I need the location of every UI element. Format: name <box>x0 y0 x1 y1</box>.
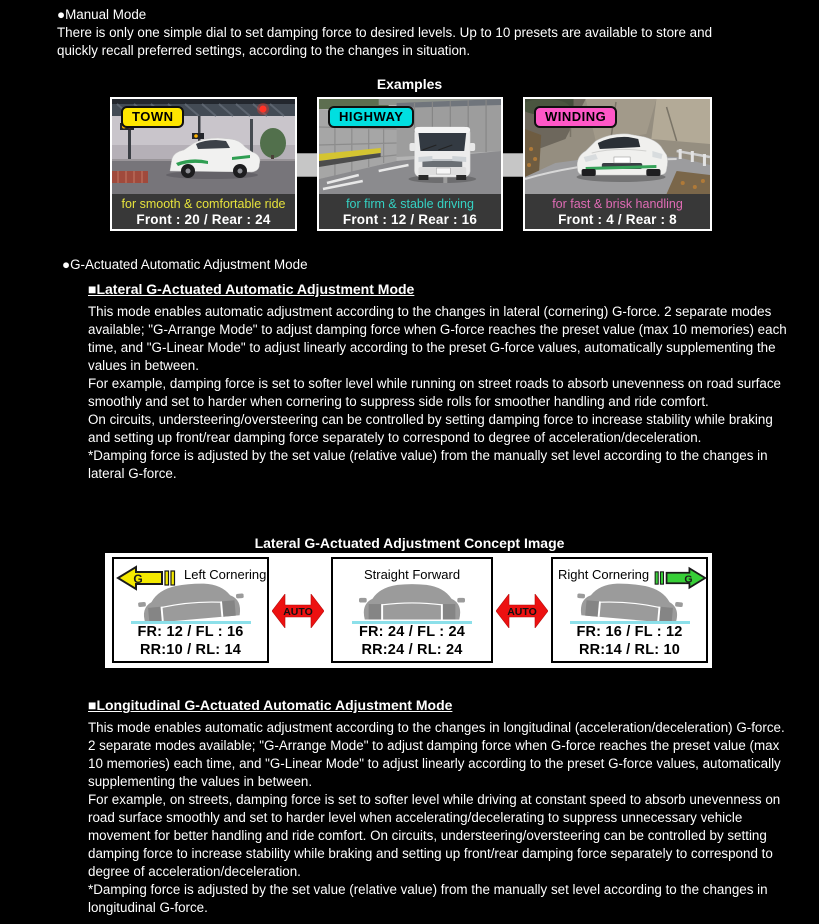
longitudinal-paragraphs <box>88 719 788 917</box>
lateral-paragraph: On circuits, understeering/oversteering can be controlled by setting damping force to increase stability while braking and setting up front/rear damping force separately to correspond to degree of acceleration/deceleration. <box>88 412 773 445</box>
concept-panel-right-cornering <box>551 557 708 663</box>
manual-mode-paragraph: There is only one simple dial to set damping force to desired levels. Up to 10 presets are available to store and quickly recall preferred settings, according to the changes in situation. <box>57 25 713 58</box>
town-damper-setting: Front : 20 / Rear : 24 <box>136 212 271 227</box>
longitudinal-paragraph: This mode enables automatic adjustment according to the changes in longitudinal (acceleration/deceleration) G-force. 2 separate modes available; "G-Arrange Mode" to adjust damping force when G-force reaches the preset value (max 10 memories) each time, and "G-Linear Mode" to adjust linearly according to the preset G-force values, automatically supplementing the values in between. <box>88 720 785 789</box>
rear-values: RR:10 / RL: 14 <box>139 642 242 658</box>
manual-mode-heading: ●Manual Mode <box>57 7 147 22</box>
car-front-icon <box>136 576 245 625</box>
winding-caption <box>525 194 710 229</box>
winding-label-chip: WINDING <box>534 106 617 128</box>
winding-ride-type: for fast & brisk handling <box>552 197 683 211</box>
front-values: FR: 16 / FL : 12 <box>576 624 683 640</box>
concept-panel-straight-forward <box>331 557 493 663</box>
lateral-paragraph: *Damping force is adjusted by the set value (relative value) from the manually set level according to the changes in lateral G-force. <box>88 448 768 481</box>
car-front-icon <box>575 576 684 625</box>
town-label-chip: TOWN <box>121 106 184 128</box>
car-front-illustration-left <box>136 576 245 625</box>
example-card-winding <box>523 97 712 231</box>
lateral-paragraphs <box>88 303 788 483</box>
highway-caption <box>319 194 501 229</box>
highway-ride-type: for firm & stable driving <box>346 197 474 211</box>
lateral-paragraph: For example, damping force is set to softer level while running on street roads to absorb unevenness on road surface smoothly and set to harder when cornering to suppress side rolls for smoother handling and ride comfort. <box>88 376 781 409</box>
car-front-illustration-center <box>359 581 465 621</box>
longitudinal-section-heading: ■Longitudinal G-Actuated Automatic Adjustment Mode <box>88 697 453 713</box>
concept-image-title: Lateral G-Actuated Adjustment Concept Image <box>254 535 565 551</box>
panel-name-label: Straight Forward <box>363 567 461 582</box>
examples-title: Examples <box>376 76 443 92</box>
panel-name-label: Right Cornering <box>558 567 650 582</box>
car-front-illustration-right <box>575 576 684 625</box>
card-connector-bar <box>295 153 319 177</box>
highway-damper-setting: Front : 12 / Rear : 16 <box>342 212 478 227</box>
auto-label: AUTO <box>507 606 537 618</box>
concept-image-block <box>105 553 712 668</box>
front-values: FR: 12 / FL : 16 <box>137 624 244 640</box>
longitudinal-paragraph: *Damping force is adjusted by the set value (relative value) from the manually set level according to the changes in longitudinal G-force. <box>88 882 768 915</box>
rear-values: RR:24 / RL: 24 <box>361 642 463 658</box>
auto-arrow-icon <box>272 594 324 628</box>
town-photo <box>112 99 295 194</box>
car-front-icon <box>359 581 465 621</box>
front-values: FR: 24 / FL : 24 <box>358 624 466 640</box>
winding-photo <box>525 99 710 194</box>
panel-name-label: Left Cornering <box>184 567 267 582</box>
lateral-section-heading: ■Lateral G-Actuated Automatic Adjustment Mode <box>88 281 415 297</box>
lateral-paragraph: This mode enables automatic adjustment according to the changes in lateral (cornering) G-force. 2 separate modes available; "G-Arrange Mode" to adjust damping force when G-force reaches the preset value (max 10 memories) each time, and "G-Linear Mode" to adjust linearly according to the preset G-force values, automatically supplementing the values in between. <box>88 304 787 373</box>
example-card-highway <box>317 97 503 231</box>
example-card-town <box>110 97 297 231</box>
auto-label: AUTO <box>283 606 313 618</box>
rear-values: RR:14 / RL: 10 <box>578 642 681 658</box>
card-connector-bar <box>501 153 525 177</box>
g-actuated-heading: ●G-Actuated Automatic Adjustment Mode <box>62 257 308 272</box>
auto-arrow-icon <box>496 594 548 628</box>
g-label: G <box>133 572 143 586</box>
town-ride-type: for smooth & comfortable ride <box>121 197 286 211</box>
town-caption <box>112 194 295 229</box>
longitudinal-paragraph: For example, on streets, damping force is set to softer level while driving at constant speed to absorb unevenness on road surface smoothly and set to harder level when accelerating/decelerating to suppress unnecessary vehicle movement for better handling and ride comfort. On circuits, understeering/oversteering can be controlled by setting damping force to increase stability while braking and setting up front/rear damping force separately to correspond to degree of acceleration/deceleration. <box>88 792 781 879</box>
winding-damper-setting: Front : 4 / Rear : 8 <box>558 212 677 227</box>
highway-photo <box>319 99 501 194</box>
g-label: G <box>684 573 693 586</box>
highway-label-chip: HIGHWAY <box>328 106 414 128</box>
concept-panel-left-cornering <box>112 557 269 663</box>
